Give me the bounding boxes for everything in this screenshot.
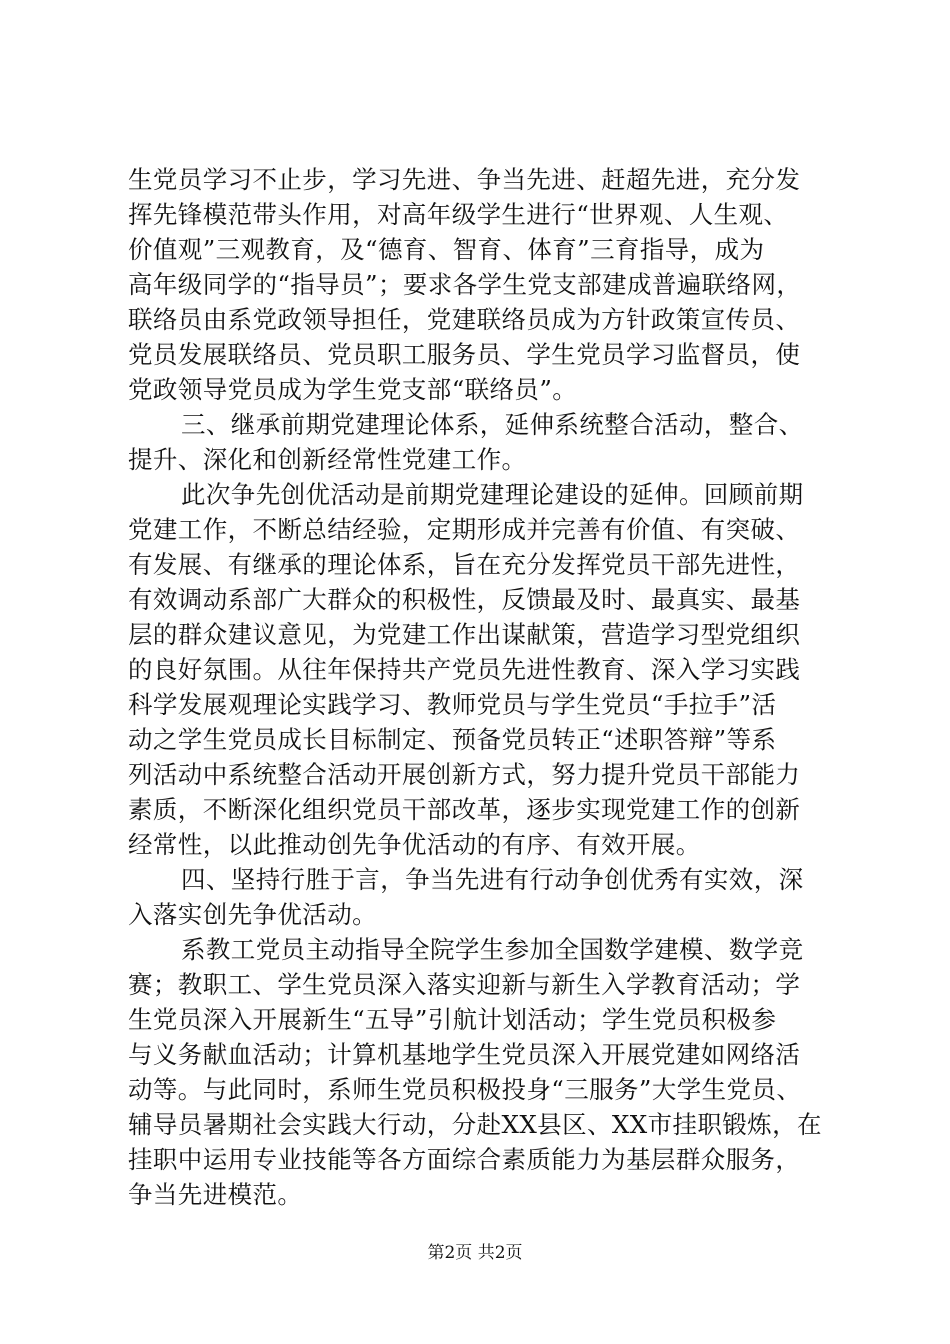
- body-line: 挥先锋模范带头作用，对高年级学生进行“世界观、人生观、: [128, 200, 789, 229]
- page-number-label: 第2页 共2页: [427, 1243, 523, 1263]
- body-line: 与义务献血活动；计算机基地学生党员深入开展党建如网络活: [128, 1040, 801, 1069]
- body-line: 系教工党员主动指导全院学生参加全国数学建模、数学竞: [181, 935, 804, 964]
- page-footer: [0, 1242, 950, 1264]
- document-body: [128, 162, 828, 1212]
- body-line: 层的群众建议意见，为党建工作出谋献策，营造学习型党组织: [128, 620, 801, 649]
- body-line: 赛；教职工、学生党员深入落实迎新与新生入学教育活动；学: [128, 970, 801, 999]
- body-line: 争当先进模范。: [128, 1180, 303, 1209]
- section-heading-line: 入落实创先争优活动。: [128, 900, 377, 929]
- body-line: 有发展、有继承的理论体系，旨在充分发挥党员干部先进性，: [128, 550, 801, 579]
- body-line: 生党员学习不止步，学习先进、争当先进、赶超先进，充分发: [128, 165, 801, 194]
- body-line: 经常性，以此推动创先争优活动的有序、有效开展。: [128, 830, 701, 859]
- body-line: 动之学生党员成长目标制定、预备党员转正“述职答辩”等系: [128, 725, 777, 754]
- section-heading-line: 提升、深化和创新经常性党建工作。: [128, 445, 527, 474]
- body-line: 此次争先创优活动是前期党建理论建设的延伸。回顾前期: [181, 480, 804, 509]
- body-line: 生党员深入开展新生“五导”引航计划活动；学生党员积极参: [128, 1005, 777, 1034]
- body-line: 党建工作，不断总结经验，定期形成并完善有价值、有突破、: [128, 515, 801, 544]
- body-line: 党员发展联络员、党员职工服务员、学生党员学习监督员，使: [128, 340, 801, 369]
- body-line: 科学发展观理论实践学习、教师党员与学生党员“手拉手”活: [128, 690, 777, 719]
- body-line: 的良好氛围。从往年保持共产党员先进性教育、深入学习实践: [128, 655, 801, 684]
- body-line: 动等。与此同时，系师生党员积极投身“三服务”大学生党员、: [128, 1075, 802, 1104]
- body-line: 有效调动系部广大群众的积极性，反馈最及时、最真实、最基: [128, 585, 801, 614]
- body-line: 素质，不断深化组织党员干部改革，逐步实现党建工作的创新: [128, 795, 801, 824]
- body-line: 高年级同学的“指导员”；要求各学生党支部建成普遍联络网，: [128, 270, 802, 299]
- body-line: 挂职中运用专业技能等各方面综合素质能力为基层群众服务，: [128, 1145, 801, 1174]
- body-line: 列活动中系统整合活动开展创新方式，努力提升党员干部能力: [128, 760, 801, 789]
- body-line: 辅导员暑期社会实践大行动，分赴XX县区、XX市挂职锻炼，在: [128, 1110, 822, 1139]
- section-heading-line: 三、继承前期党建理论体系，延伸系统整合活动，整合、: [181, 410, 804, 439]
- section-heading-line: 四、坚持行胜于言，争当先进有行动争创优秀有实效，深: [181, 865, 804, 894]
- body-line: 联络员由系党政领导担任，党建联络员成为方针政策宣传员、: [128, 305, 801, 334]
- body-line: 价值观”三观教育，及“德育、智育、体育”三育指导，成为: [128, 235, 765, 264]
- body-line: 党政领导党员成为学生党支部“联络员”。: [128, 375, 578, 404]
